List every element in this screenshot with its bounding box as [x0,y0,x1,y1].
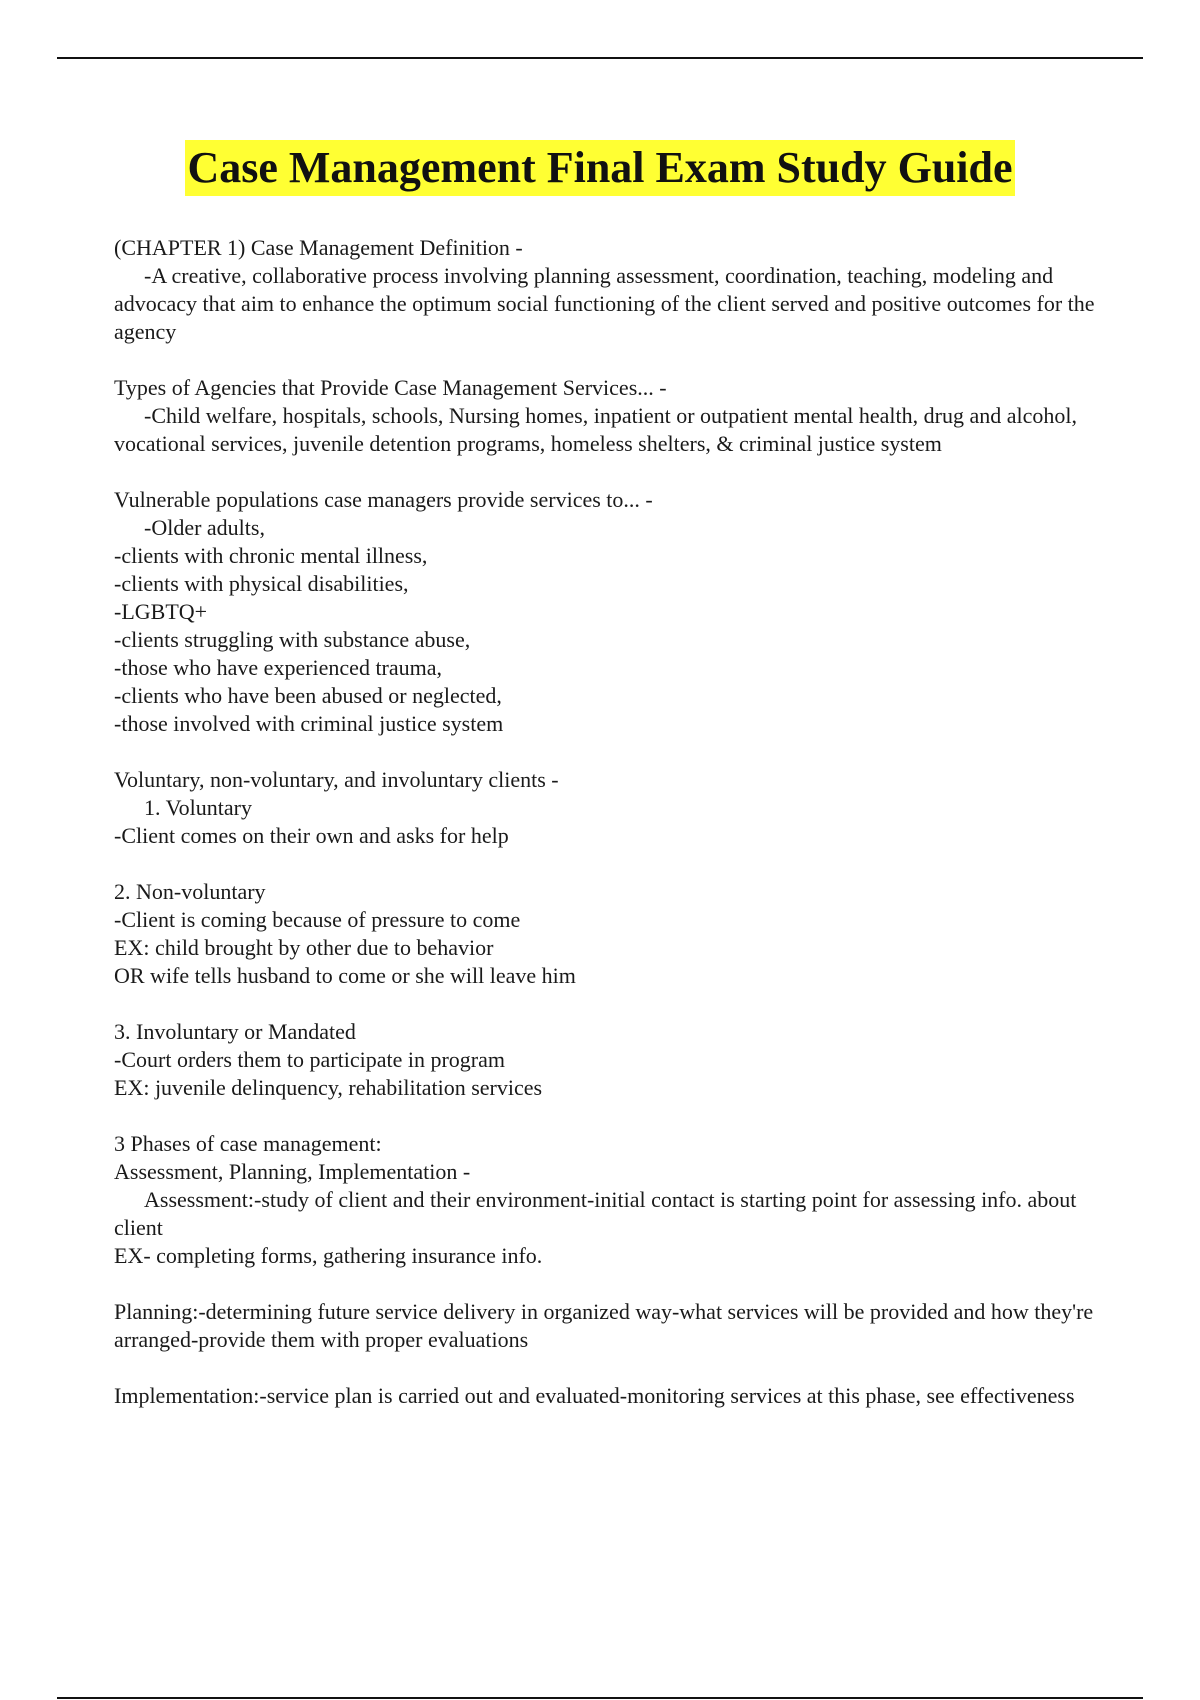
section-heading: 3 Phases of case management: [114,1131,382,1156]
list-item: -Client is coming because of pressure to come [114,907,521,932]
section-text: -Child welfare, hospitals, schools, Nursing homes, inpatient or outpatient mental health, drug and alcohol, vocational services, juvenile detention programs, homeless shelters, & criminal justice system [114,403,1083,456]
section-text: Implementation:-service plan is carried out and evaluated-monitoring services at this phase, see effectiveness [114,1383,1075,1408]
spacer [114,990,1114,1018]
section-heading: 2. Non-voluntary [114,879,266,904]
study-guide-body [114,234,1114,1410]
page-title: Case Management Final Exam Study Guide [185,140,1014,196]
section-heading: Voluntary, non-voluntary, and involuntary clients - [114,767,559,792]
spacer [114,738,1114,766]
list-item: -LGBTQ+ [114,599,208,624]
list-item: -those involved with criminal justice system [114,711,504,736]
section-heading: 3. Involuntary or Mandated [114,1019,356,1044]
list-item: -clients with physical disabilities, [114,571,409,596]
spacer [114,346,1114,374]
spacer [114,850,1114,878]
list-item: -clients struggling with substance abuse, [114,627,471,652]
bottom-rule [57,1697,1143,1699]
spacer [114,458,1114,486]
title-container [0,140,1200,196]
list-item: -those who have experienced trauma, [114,655,443,680]
list-item: -Older adults, [144,515,265,540]
list-item: -clients with chronic mental illness, [114,543,428,568]
list-item: OR wife tells husband to come or she will leave him [114,963,576,988]
list-item: 1. Voluntary [144,795,252,820]
list-item: Assessment, Planning, Implementation - [114,1159,471,1184]
section-heading: Types of Agencies that Provide Case Management Services... - [114,375,667,400]
spacer [114,1354,1114,1382]
list-item: -Court orders them to participate in program [114,1047,505,1072]
section-heading: Vulnerable populations case managers provide services to... - [114,487,653,512]
section-text: -A creative, collaborative process involving planning assessment, coordination, teaching, modeling and advocacy that aim to enhance the optimum social functioning of the client served and positive outcomes for the agency [114,263,1101,344]
section-text: Planning:-determining future service delivery in organized way-what services will be provided and how they're arranged-provide them with proper evaluations [114,1299,1099,1352]
list-item: -clients who have been abused or neglected, [114,683,502,708]
list-item: EX: juvenile delinquency, rehabilitation services [114,1075,543,1100]
section-text: Assessment:-study of client and their environment-initial contact is starting point for assessing info. about client [114,1187,1082,1240]
list-item: EX: child brought by other due to behavior [114,935,494,960]
spacer [114,1102,1114,1130]
spacer [114,1270,1114,1298]
section-heading: (CHAPTER 1) Case Management Definition - [114,235,523,260]
list-item: EX- completing forms, gathering insurance info. [114,1243,543,1268]
list-item: -Client comes on their own and asks for help [114,823,509,848]
top-rule [57,57,1143,59]
